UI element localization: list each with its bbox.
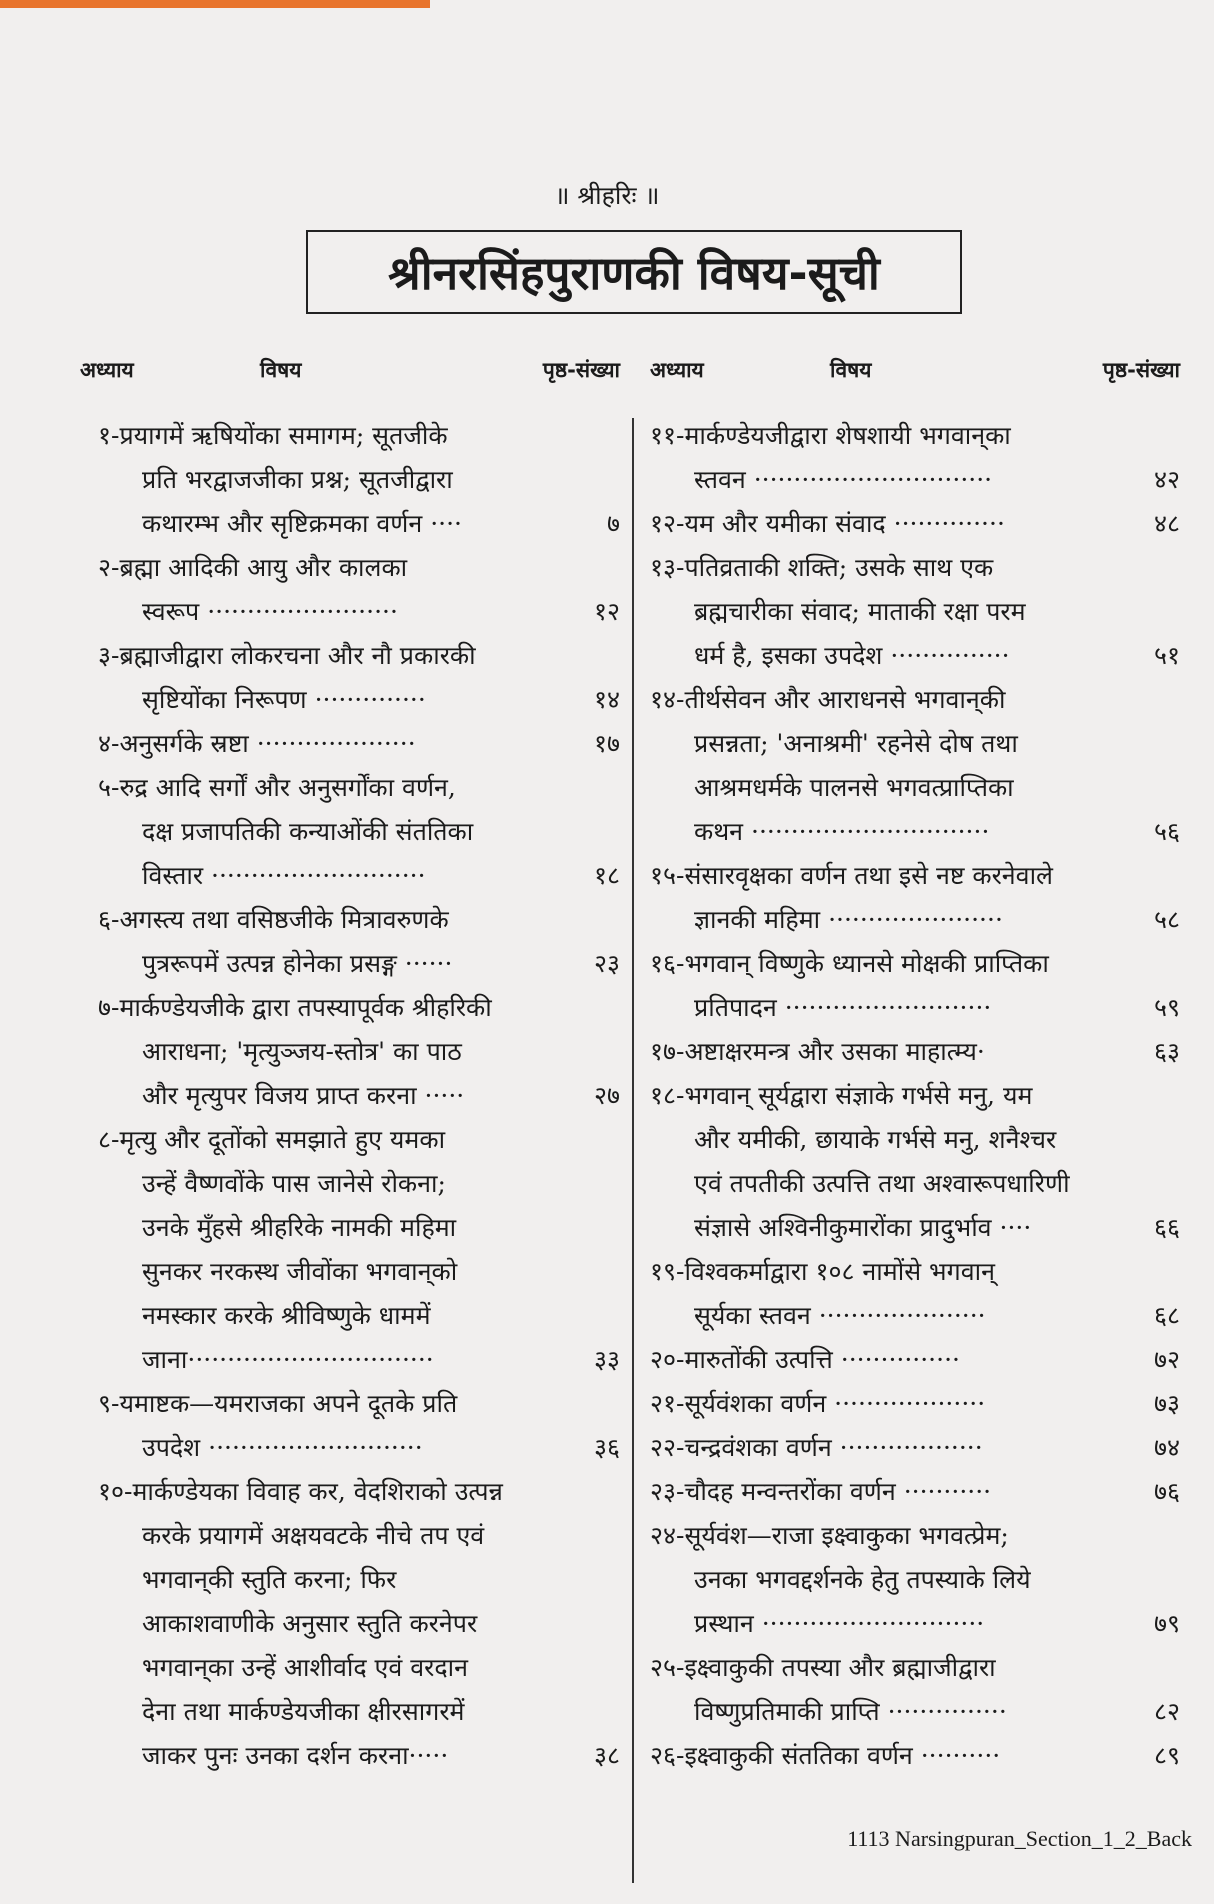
toc-entry-line: भगवान्‌का उन्हें आशीर्वाद एवं वरदान — [142, 1653, 468, 1682]
toc-entry-line: १३-पतिव्रताकी शक्ति; उसके साथ एक — [650, 553, 994, 582]
toc-entry-page: ६६ — [1153, 1213, 1180, 1242]
toc-entry-page: ४८ — [1153, 509, 1180, 538]
toc-entry-line: प्रसन्नता; 'अनाश्रमी' रहनेसे दोष तथा — [694, 729, 1018, 758]
toc-entry-line: पुत्ररूपमें उत्पन्न होनेका प्रसङ्ग ······ — [142, 949, 453, 978]
toc-entry-line: सूर्यका स्तवन ····················· — [694, 1301, 986, 1330]
page-title — [306, 230, 962, 314]
toc-entry — [650, 854, 1180, 942]
toc-entry-line: आराधना; 'मृत्युञ्जय-स्तोत्र' का पाठ — [142, 1037, 462, 1066]
toc-entry-page: ८९ — [1153, 1741, 1180, 1770]
toc-entry-page: ७२ — [1153, 1345, 1180, 1374]
toc-entry-page: ७६ — [1153, 1477, 1180, 1506]
right-column-header — [650, 356, 1180, 392]
toc-entry-line: उन्हें वैष्णवोंके पास जानेसे रोकना; — [142, 1169, 446, 1198]
toc-entry-line: ११-मार्कण्डेयजीद्वारा शेषशायी भगवान्‌का — [650, 421, 1011, 450]
toc-entry-line: जाना······························· — [142, 1345, 434, 1374]
toc-entry-line: सुनकर नरकस्थ जीवोंका भगवान्‌को — [142, 1257, 458, 1286]
toc-entry-line: उनका भगवद्दर्शनके हेतु तपस्याके लिये — [694, 1565, 1031, 1594]
column-divider — [632, 418, 634, 1883]
toc-entry-line: १२-यम और यमीका संवाद ·············· — [650, 509, 1005, 538]
toc-entry-line: ३-ब्रह्माजीद्वारा लोकरचना और नौ प्रकारकी — [98, 641, 476, 670]
footer-code: 1113 Narsingpuran_Section_1_2_Back — [847, 1826, 1192, 1851]
toc-entry-page: ५६ — [1153, 817, 1180, 846]
toc-entry-line: २२-चन्द्रवंशका वर्णन ·················· — [650, 1433, 983, 1462]
toc-entry-line: विस्तार ··························· — [142, 861, 426, 890]
toc-entry — [650, 678, 1180, 854]
toc-entry-line: आश्रमधर्मके पालनसे भगवत्प्राप्तिका — [694, 773, 1014, 802]
toc-entry — [98, 722, 620, 766]
toc-entry-page: ६८ — [1153, 1301, 1180, 1330]
toc-entry-line: प्रतिपादन ·························· — [694, 993, 992, 1022]
toc-entry-line: आकाशवाणीके अनुसार स्तुति करनेपर — [142, 1609, 478, 1638]
toc-entry — [98, 766, 620, 898]
toc-entry — [650, 414, 1180, 502]
top-accent-bar — [0, 0, 430, 8]
toc-entry-page: ३८ — [593, 1741, 620, 1770]
toc-entry-line: १६-भगवान् विष्णुके ध्यानसे मोक्षकी प्राप्तिका — [650, 949, 1049, 978]
toc-entry-page: ५९ — [1153, 993, 1180, 1022]
toc-entry — [98, 546, 620, 634]
toc-entry — [650, 1426, 1180, 1470]
toc-entry — [650, 502, 1180, 546]
page-title-text: श्रीनरसिंहपुराणकी विषय-सूची — [388, 246, 880, 300]
toc-entry-page: १४ — [593, 685, 620, 714]
toc-entry-line: विष्णुप्रतिमाकी प्राप्ति ··············· — [694, 1697, 1007, 1726]
toc-entry-page: ४२ — [1153, 465, 1180, 494]
toc-entry-line: ज्ञानकी महिमा ······················ — [694, 905, 1003, 934]
toc-entry-line: ८-मृत्यु और दूतोंको समझाते हुए यमका — [98, 1125, 446, 1154]
toc-entry-line: २४-सूर्यवंश—राजा इक्ष्वाकुका भगवत्प्रेम; — [650, 1521, 1009, 1550]
toc-entry-line: २१-सूर्यवंशका वर्णन ··················· — [650, 1389, 986, 1418]
toc-entry — [650, 1734, 1180, 1778]
left-column-header — [80, 356, 620, 392]
toc-entry-page: १७ — [593, 729, 620, 758]
left-chapter-heading: अध्याय — [80, 358, 134, 382]
toc-entry-line: स्तवन ······························ — [694, 465, 993, 494]
toc-entry-line: धर्म है, इसका उपदेश ··············· — [694, 641, 1010, 670]
toc-entry-line: १९-विश्वकर्माद्वारा १०८ नामोंसे भगवान् — [650, 1257, 995, 1286]
toc-entry — [650, 1382, 1180, 1426]
right-chapter-heading: अध्याय — [650, 358, 704, 382]
toc-entry-page: २३ — [593, 949, 620, 978]
toc-entry-line: ७-मार्कण्डेयजीके द्वारा तपस्यापूर्वक श्रीहरिकी — [98, 993, 492, 1022]
toc-entry-page: ७३ — [1153, 1389, 1180, 1418]
right-subject-heading: विषय — [830, 358, 872, 382]
toc-entry-line: और मृत्युपर विजय प्राप्त करना ····· — [142, 1081, 465, 1110]
toc-entry-line: ४-अनुसर्गके स्रष्टा ···················· — [98, 729, 416, 758]
toc-entry-line: २०-मारुतोंकी उत्पत्ति ··············· — [650, 1345, 960, 1374]
toc-entry-line: जाकर पुनः उनका दर्शन करना····· — [142, 1741, 449, 1770]
toc-entry-page: ८२ — [1153, 1697, 1180, 1726]
toc-entry-line: एवं तपतीकी उत्पत्ति तथा अश्वारूपधारिणी — [694, 1169, 1070, 1198]
toc-entry-page: २७ — [593, 1081, 620, 1110]
toc-entry-line: उपदेश ··························· — [142, 1433, 423, 1462]
right-page-heading: पृष्ठ-संख्या — [1102, 358, 1180, 382]
toc-entry — [650, 1514, 1180, 1646]
toc-entry-line: १७-अष्टाक्षरमन्त्र और उसका माहात्म्य· — [650, 1037, 985, 1066]
toc-entry — [650, 1646, 1180, 1734]
toc-entry-line: ब्रह्मचारीका संवाद; माताकी रक्षा परम — [694, 597, 1026, 626]
toc-entry-page: ५१ — [1153, 641, 1180, 670]
toc-entry — [98, 414, 620, 546]
toc-entry-page: ३६ — [593, 1433, 620, 1462]
toc-entry-line: ६-अगस्त्य तथा वसिष्ठजीके मित्रावरुणके — [98, 905, 449, 934]
toc-entry — [98, 898, 620, 986]
toc-entry — [98, 634, 620, 722]
toc-entry-page: ७९ — [1153, 1609, 1180, 1638]
toc-entry — [98, 1470, 620, 1778]
toc-entry-line: १०-मार्कण्डेयका विवाह कर, वेदशिराको उत्पन्न — [98, 1477, 503, 1506]
toc-entry-line: २५-इक्ष्वाकुकी तपस्या और ब्रह्माजीद्वारा — [650, 1653, 996, 1682]
toc-entry-line: ५-रुद्र आदि सर्गों और अनुसर्गोंका वर्णन, — [98, 773, 456, 802]
toc-entry-line: देना तथा मार्कण्डेयजीका क्षीरसागरमें — [142, 1697, 465, 1726]
toc-entry — [650, 1250, 1180, 1338]
toc-entry-line: कथन ······························ — [694, 817, 990, 846]
toc-entry — [650, 1338, 1180, 1382]
left-entries — [98, 414, 620, 1778]
toc-entry-line: १५-संसारवृक्षका वर्णन तथा इसे नष्ट करनेवाले — [650, 861, 1054, 890]
toc-entry — [98, 1118, 620, 1382]
toc-entry-line: २६-इक्ष्वाकुकी संततिका वर्णन ·········· — [650, 1741, 1001, 1770]
toc-entry-line: २-ब्रह्मा आदिकी आयु और कालका — [98, 553, 408, 582]
toc-entry — [650, 1030, 1180, 1074]
left-page-heading: पृष्ठ-संख्या — [542, 358, 620, 382]
toc-entry-page: ७ — [606, 509, 620, 538]
toc-entry-line: सृष्टियोंका निरूपण ·············· — [142, 685, 426, 714]
toc-entry-line: कथारम्भ और सृष्टिक्रमका वर्णन ···· — [142, 509, 462, 538]
toc-entry-line: प्रस्थान ···························· — [694, 1609, 985, 1638]
toc-entry-page: १२ — [593, 597, 620, 626]
invocation: ॥ श्रीहरिः ॥ — [554, 181, 660, 210]
toc-entry-page: १८ — [593, 861, 620, 890]
toc-entry-line: २३-चौदह मन्वन्तरोंका वर्णन ··········· — [650, 1477, 992, 1506]
toc-entry-line: १८-भगवान् सूर्यद्वारा संज्ञाके गर्भसे मनु, यम — [650, 1081, 1033, 1110]
toc-entry — [98, 1382, 620, 1470]
toc-entry-line: संज्ञासे अश्विनीकुमारोंका प्रादुर्भाव ···· — [694, 1213, 1032, 1242]
toc-entry-line: करके प्रयागमें अक्षयवटके नीचे तप एवं — [142, 1521, 485, 1550]
toc-entry-page: ५८ — [1153, 905, 1180, 934]
toc-entry — [650, 942, 1180, 1030]
toc-entry-line: नमस्कार करके श्रीविष्णुके धाममें — [142, 1301, 431, 1330]
toc-entry-line: १-प्रयागमें ऋषियोंका समागम; सूतजीके — [98, 421, 448, 450]
toc-entry-line: और यमीकी, छायाके गर्भसे मनु, शनैश्चर — [694, 1125, 1057, 1154]
toc-entry-line: उनके मुँहसे श्रीहरिके नामकी महिमा — [142, 1213, 457, 1242]
toc-entry-line: स्वरूप ························ — [142, 597, 398, 626]
toc-entry — [650, 1074, 1180, 1250]
toc-entry-line: भगवान्‌की स्तुति करना; फिर — [142, 1565, 397, 1594]
toc-entry-line: दक्ष प्रजापतिकी कन्याओंकी संततिका — [142, 817, 474, 846]
toc-entry — [650, 546, 1180, 678]
toc-entry-page: ६३ — [1153, 1037, 1180, 1066]
toc-entry-page: ३३ — [593, 1345, 620, 1374]
toc-entry-page: ७४ — [1153, 1433, 1180, 1462]
toc-entry — [650, 1470, 1180, 1514]
toc-entry-line: १४-तीर्थसेवन और आराधनसे भगवान्‌की — [650, 685, 1006, 714]
right-entries — [650, 414, 1180, 1778]
left-subject-heading: विषय — [260, 358, 302, 382]
toc-entry — [98, 986, 620, 1118]
toc-entry-line: प्रति भरद्वाजजीका प्रश्न; सूतजीद्वारा — [142, 465, 453, 494]
toc-entry-line: ९-यमाष्टक—यमराजका अपने दूतके प्रति — [98, 1389, 458, 1418]
